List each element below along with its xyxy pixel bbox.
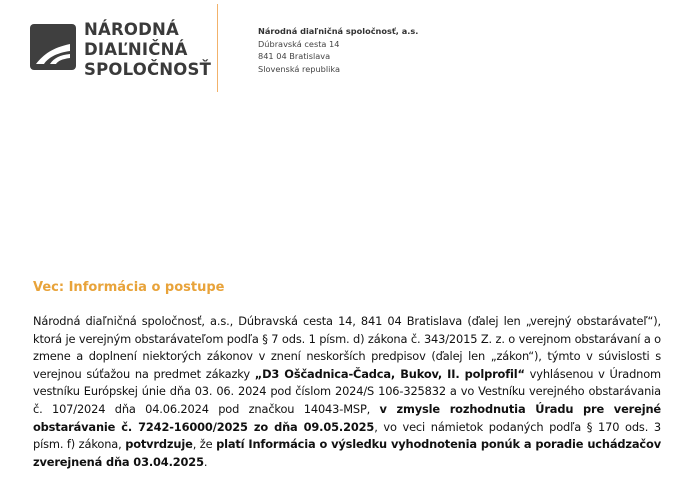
letter-body — [33, 313, 661, 471]
body-text-4: , že — [192, 437, 217, 452]
logo-wordmark — [84, 20, 211, 80]
header-divider — [217, 4, 218, 92]
letter-subject: Vec: Informácia o postupe — [33, 280, 225, 295]
sender-address — [258, 25, 418, 75]
logo-line-2: DIAĽNIČNÁ — [84, 40, 188, 59]
highway-logo-icon — [30, 24, 76, 70]
body-text-1: Národná diaľničná spoločnosť, a.s., Dúbravská cesta 14, 841 04 Bratislava (ďalej len „verejný obstarávateľ“), ktorá je verejným obstarávateľom podľa § 7 ods. 1 písm. d) zákona č. 343/2015 Z. z. o verejnom obstarávaní a o zmene a doplnení niektorých zákonov v znení neskorších predpisov (ďalej len „zákon“), týmto v súvislosti s verejnou súťažou na predmet zákazky — [33, 314, 661, 381]
contract-name: „D3 Oščadnica-Čadca, Bukov, II. polprofil“ — [254, 366, 525, 381]
sender-country: Slovenská republika — [258, 63, 341, 74]
company-logo — [30, 18, 220, 82]
logo-line-1: NÁRODNÁ — [84, 20, 179, 39]
sender-street: Dúbravská cesta 14 — [258, 38, 340, 49]
confirms-word: potvrdzuje — [125, 437, 193, 452]
sender-name: Národná diaľničná spoločnosť, a.s. — [258, 26, 419, 36]
sender-city: 841 04 Bratislava — [258, 51, 331, 61]
info-statement: platí Informácia o výsledku vyhodnotenia ponúk a poradie uchádzačov zverejnená dňa 03.04.2025 — [33, 437, 661, 469]
body-text-2: vyhlásenou v Úradnom vestníku Európskej únie dňa 03. 06. 2024 pod číslom 2024/S 106-325832 a vo Vestníku verejného obstarávania č. 107/2024 dňa 04.06.2024 pod značkou 14043-MSP, — [33, 366, 661, 416]
body-text-3: , vo veci námietok podaných podľa § 170 ods. 3 písm. f) zákona, — [33, 419, 661, 452]
body-text-5: . — [203, 454, 208, 469]
decision-reference: v zmysle rozhodnutia Úradu pre verejné obstarávanie č. 7242-16000/2025 zo dňa 09.05.2025 — [33, 401, 661, 434]
logo-line-3: SPOLOČNOSŤ — [84, 60, 212, 79]
